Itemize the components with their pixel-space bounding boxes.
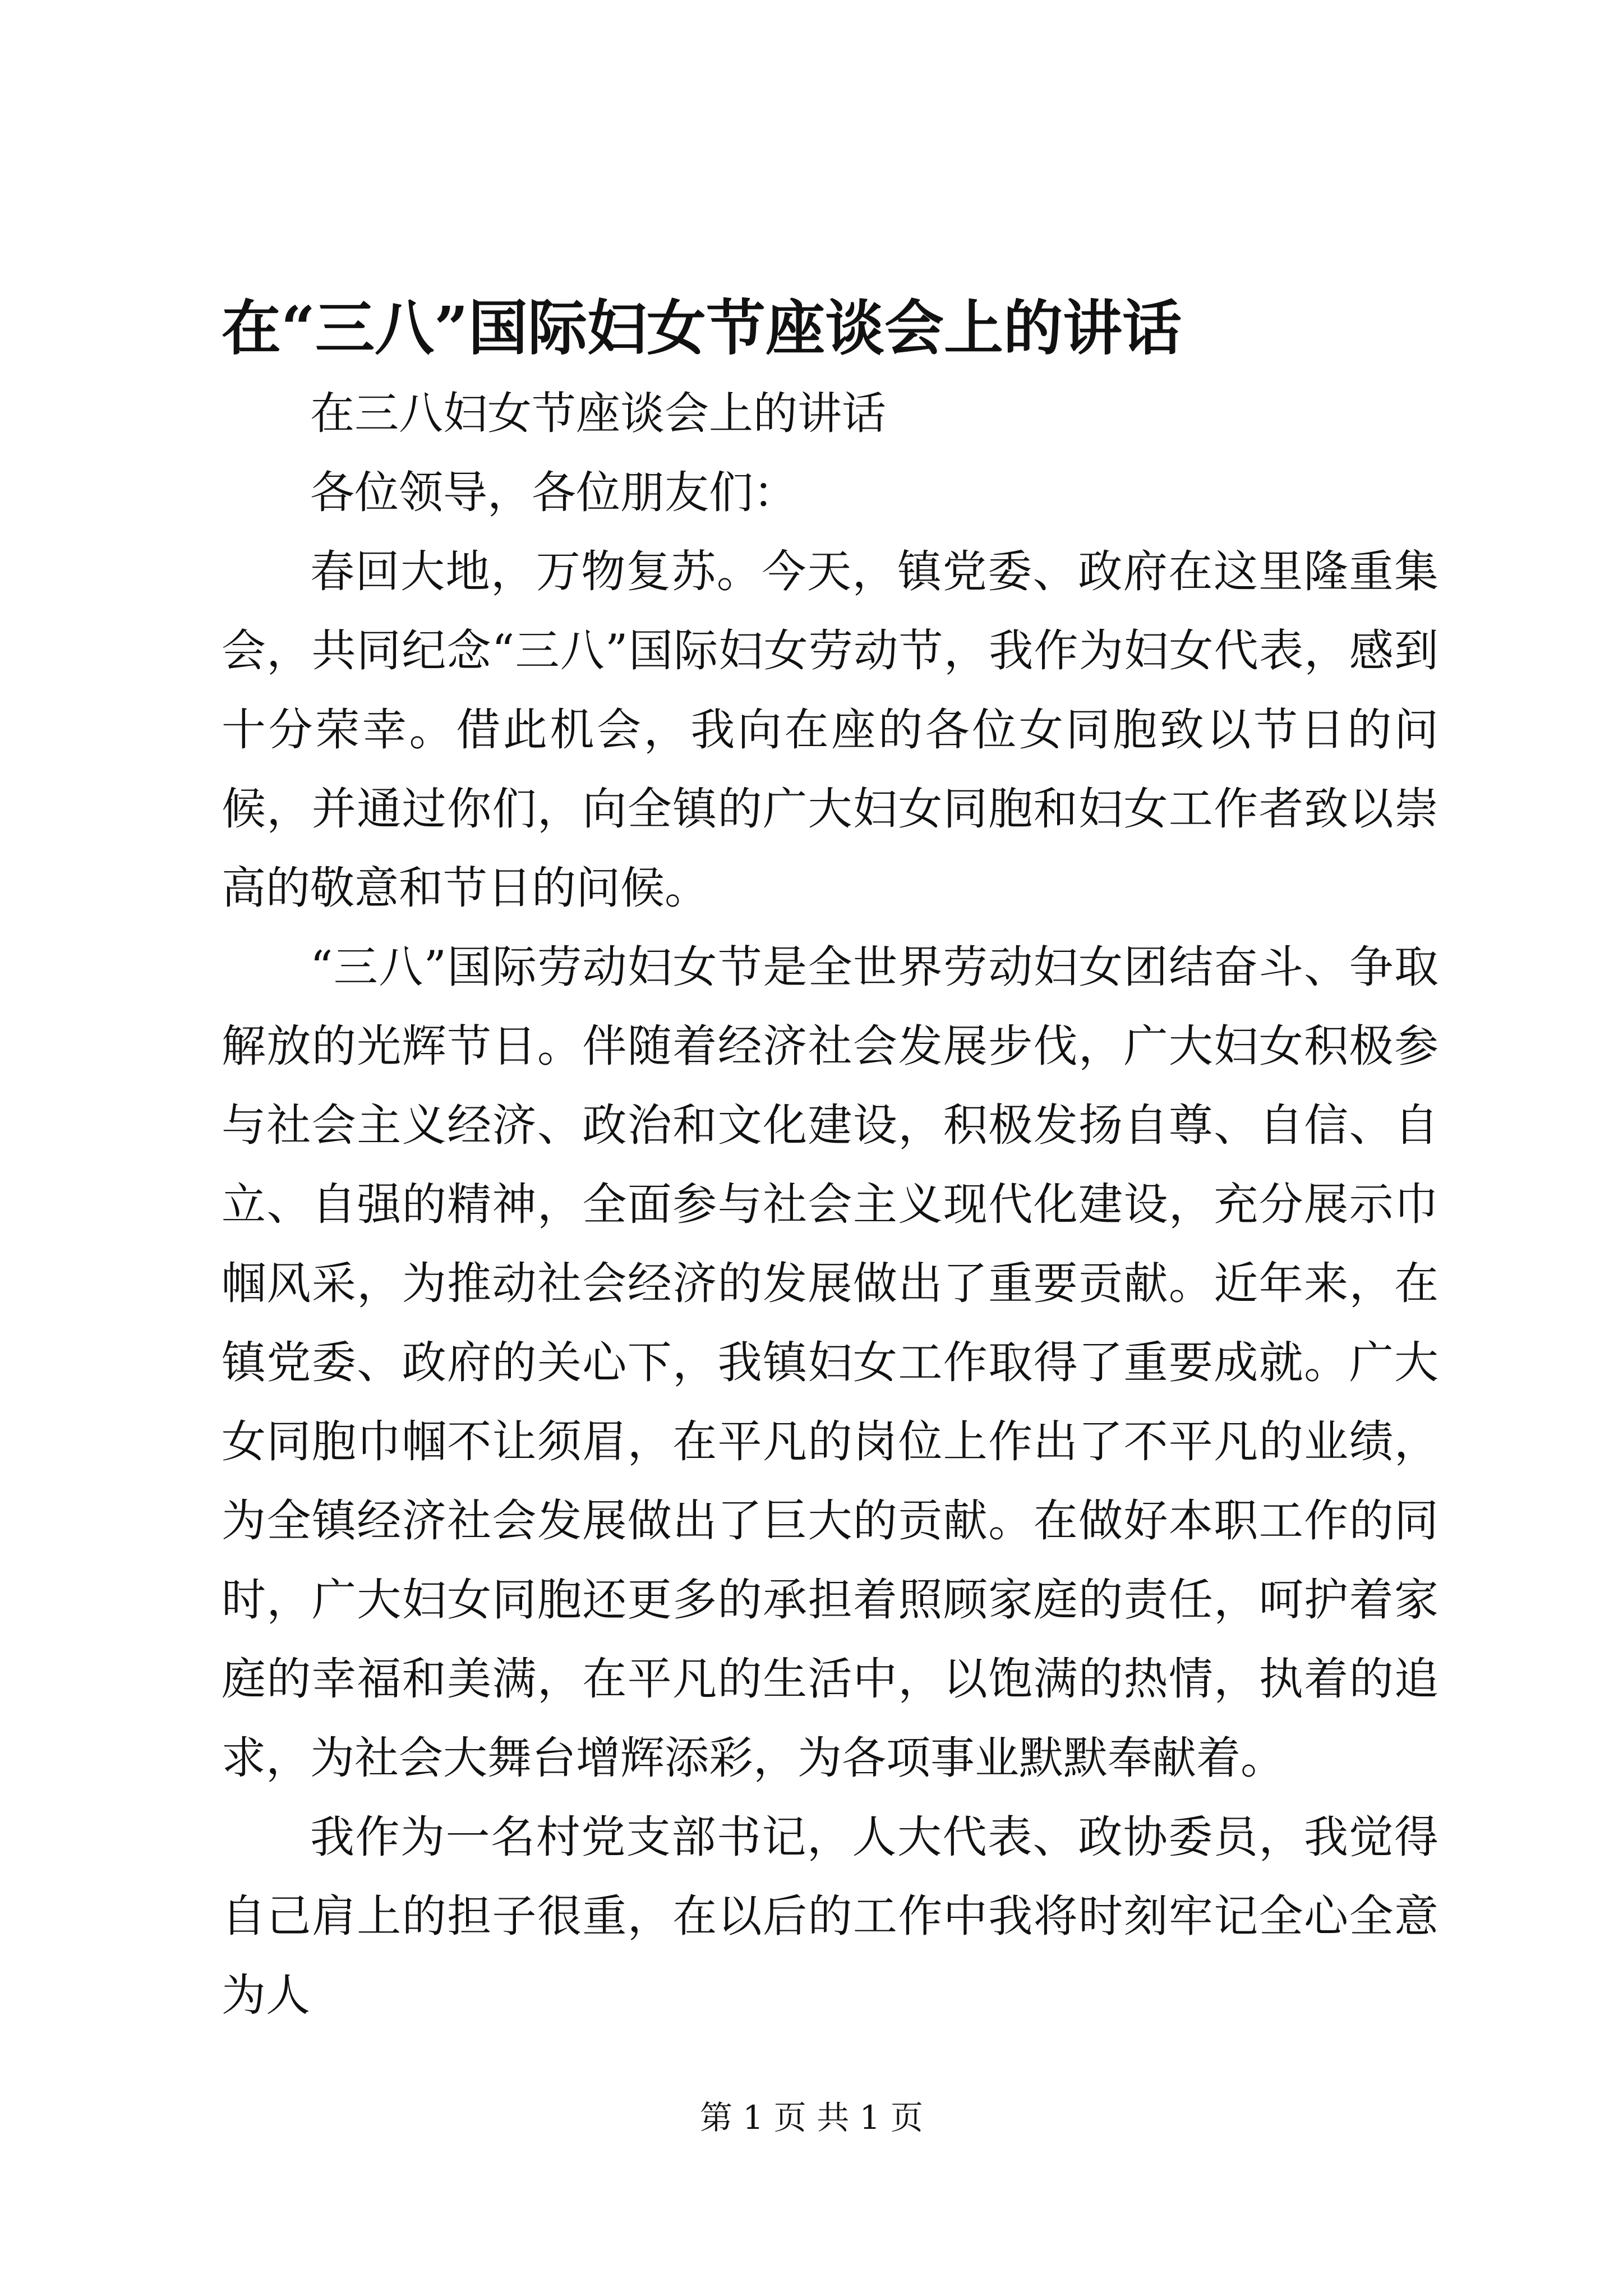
page-number-footer: 第 1 页 共 1 页	[700, 2099, 923, 2137]
document-body	[222, 374, 1438, 2035]
body-paragraph: 春回大地，万物复苏。今天，镇党委、政府在这里隆重集会，共同纪念“三八”国际妇女劳动节，我作为妇女代表，感到十分荣幸。借此机会，我向在座的各位女同胞致以节日的问候，并通过你们，向全镇的广大妇女同胞和妇女工作者致以崇高的敬意和节日的问候。	[222, 546, 1438, 914]
body-paragraph: “三八”国际劳动妇女节是全世界劳动妇女团结奋斗、争取解放的光辉节日。伴随着经济社会发展步伐，广大妇女积极参与社会主义经济、政治和文化建设，积极发扬自尊、自信、自立、自强的精神，全面参与社会主义现代化建设，充分展示巾帼风采，为推动社会经济的发展做出了重要贡献。近年来，在镇党委、政府的关心下，我镇妇女工作取得了重要成就。广大女同胞巾帼不让须眉，在平凡的岗位上作出了不平凡的业绩，为全镇经济社会发展做出了巨大的贡献。在做好本职工作的同时，广大妇女同胞还更多的承担着照顾家庭的责任，呵护着家庭的幸福和美满，在平凡的生活中，以饱满的热情，执着的追求，为社会大舞台增辉添彩，为各项事业默默奉献着。	[222, 941, 1438, 1784]
subtitle-paragraph: 在三八妇女节座谈会上的讲话	[310, 388, 886, 439]
document-title: 在“三八”国际妇女节座谈会上的讲话	[222, 293, 1182, 363]
salutation-paragraph: 各位领导，各位朋友们：	[310, 467, 797, 518]
body-paragraph: 我作为一名村党支部书记，人大代表、政协委员，我觉得自己肩上的担子很重，在以后的工作中我将时刻牢记全心全意为人	[222, 1811, 1438, 2021]
